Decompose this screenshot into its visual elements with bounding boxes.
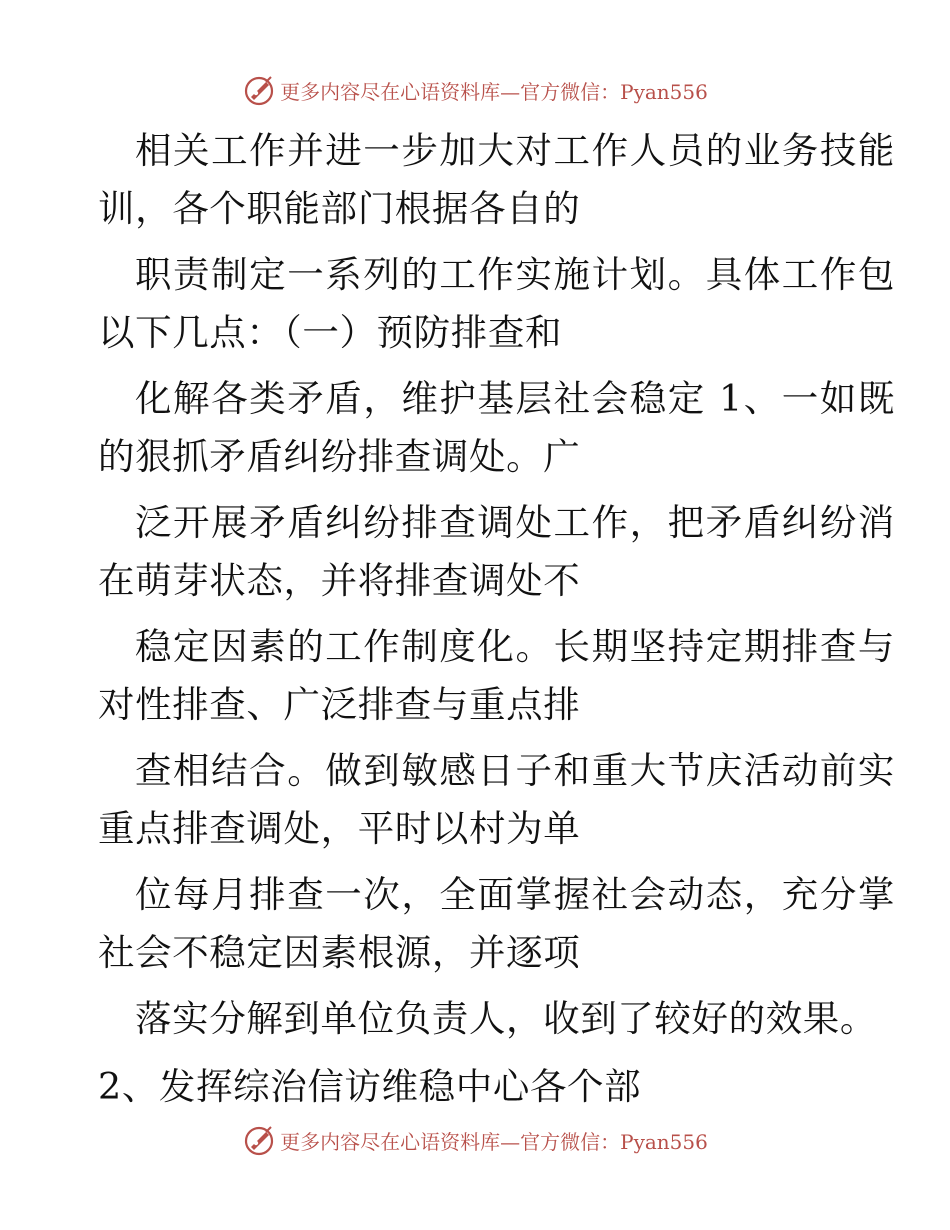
paragraph xyxy=(98,494,895,610)
text-line: 稳定因素的工作制度化。长期坚持定期排查与 xyxy=(135,625,895,668)
text-line: 职责制定一系列的工作实施计划。具体工作包 xyxy=(135,253,895,296)
paragraph xyxy=(98,246,895,362)
paragraph xyxy=(98,990,877,1048)
text-line: 相关工作并进一步加大对工作人员的业务技能 xyxy=(135,129,895,172)
footer-watermark xyxy=(0,1118,950,1162)
text-line: 在萌芽状态，并将排查调处不 xyxy=(98,559,581,602)
paragraph xyxy=(98,866,895,982)
text-line: 的狠抓矛盾纠纷排查调处。广 xyxy=(98,435,581,478)
footer-watermark-text: 更多内容尽在心语资料库—官方微信：Pyan556 xyxy=(280,1129,708,1154)
header-watermark-text: 更多内容尽在心语资料库—官方微信：Pyan556 xyxy=(280,79,708,104)
paragraph xyxy=(98,370,895,486)
text-line: 查相结合。做到敏感日子和重大节庆活动前实 xyxy=(135,749,895,792)
text-line: 位每月排查一次，全面掌握社会动态，充分掌 xyxy=(135,873,895,916)
paragraph xyxy=(98,742,895,858)
text-line: 以下几点：（一）预防排查和 xyxy=(98,311,563,354)
quill-seal-icon xyxy=(242,73,276,107)
document-body xyxy=(98,122,895,1116)
text-line: 落实分解到单位负责人，收到了较好的效果。 xyxy=(135,997,877,1040)
text-line: 2、发挥综治信访维稳中心各个部 xyxy=(98,1065,642,1108)
text-line: 对性排查、广泛排查与重点排 xyxy=(98,683,581,726)
text-line: 化解各类矛盾，维护基层社会稳定 1、一如既 xyxy=(135,377,895,420)
text-line: 重点排查调处，平时以村为单 xyxy=(98,807,581,850)
text-line: 泛开展矛盾纠纷排查调处工作，把矛盾纠纷消 xyxy=(135,501,895,544)
text-line: 社会不稳定因素根源，并逐项 xyxy=(98,931,581,974)
quill-seal-icon xyxy=(242,1123,276,1157)
header-watermark xyxy=(0,68,950,112)
text-line: 训，各个职能部门根据各自的 xyxy=(98,187,581,230)
paragraph xyxy=(98,122,895,238)
paragraph xyxy=(98,618,895,734)
